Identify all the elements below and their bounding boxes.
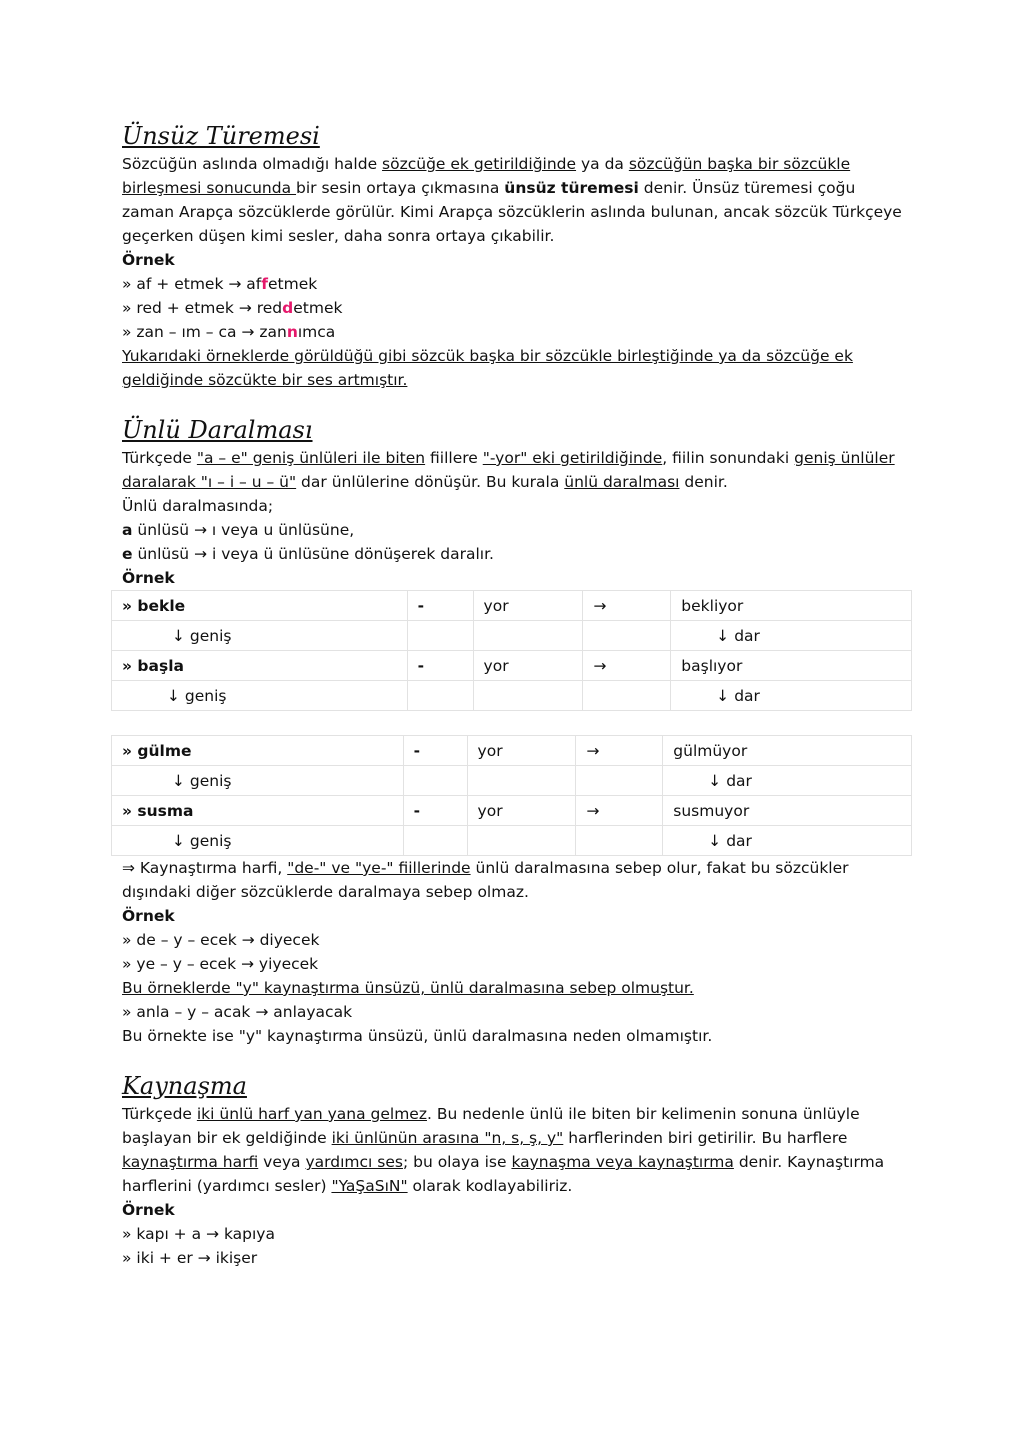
table-cell: → <box>576 796 663 826</box>
example-table-2 <box>111 735 912 856</box>
table-row <box>112 796 912 826</box>
table-cell: ↓ geniş <box>112 681 408 711</box>
table-cell: → <box>583 651 671 681</box>
table-cell: - <box>403 736 467 766</box>
section-title: Ünlü Daralması <box>122 416 313 444</box>
table-cell: ↓ geniş <box>112 621 408 651</box>
table-cell <box>583 681 671 711</box>
table-cell: yor <box>473 591 583 621</box>
table-cell: gülmüyor <box>663 736 912 766</box>
paragraph: Türkçede iki ünlü harf yan yana gelmez. Bu nedenle ünlü ile biten bir kelimenin sonuna ünlüyle başlayan bir ek geldiğinde iki ünlünün arasına "n, s, ş, y" harflerinden biri getirilir. Bu harflere kaynaştırma harfi veya yardımcı ses; bu olaya ise kaynaşma veya kaynaştırma denir. Kaynaştırma harflerini (yardımcı sesler) "YaŞaSıN" olarak kodlayabiliriz. <box>122 1105 885 1195</box>
rule-line: a ünlüsü → ı veya u ünlüsüne, <box>122 521 355 539</box>
table-cell <box>407 681 473 711</box>
example-table-1 <box>111 590 912 711</box>
rule-line: e ünlüsü → i veya ü ünlüsüne dönüşerek daralır. <box>122 545 494 563</box>
note-paragraph: ⇒ Kaynaştırma harfi, "de-" ve "ye-" fiillerinde ünlü daralmasına sebep olur, fakat bu sözcükler dışındaki diğer sözcüklerde daralmaya sebep olmaz. <box>122 859 849 901</box>
table-cell: yor <box>467 796 576 826</box>
table-cell <box>467 826 576 856</box>
table-row <box>112 681 912 711</box>
table-cell: yor <box>473 651 583 681</box>
table-cell: » gülme <box>112 736 404 766</box>
example-line: » kapı + a → kapıya <box>122 1225 275 1243</box>
example-line: » de – y – ecek → diyecek <box>122 931 320 949</box>
example-line: » ye – y – ecek → yiyecek <box>122 955 319 973</box>
table-row <box>112 766 912 796</box>
table-cell: ↓ geniş <box>112 766 404 796</box>
table-cell: bekliyor <box>671 591 912 621</box>
example-line: » af + etmek → affetmek <box>122 275 318 293</box>
section-title: Kaynaşma <box>122 1072 247 1100</box>
table-row <box>112 591 912 621</box>
table-cell <box>403 766 467 796</box>
table-cell: başlıyor <box>671 651 912 681</box>
example-heading: Örnek <box>122 907 175 925</box>
table-cell: - <box>403 796 467 826</box>
table-cell: ↓ dar <box>671 621 912 651</box>
table-cell <box>576 766 663 796</box>
table-cell: susmuyor <box>663 796 912 826</box>
example-heading: Örnek <box>122 1201 175 1219</box>
table-cell: → <box>583 591 671 621</box>
table-cell: ↓ dar <box>671 681 912 711</box>
example-note: Bu örneklerde "y" kaynaştırma ünsüzü, ünlü daralmasına sebep olmuştur. <box>122 979 694 997</box>
example-note: Bu örnekte ise "y" kaynaştırma ünsüzü, ünlü daralmasına neden olmamıştır. <box>122 1027 713 1045</box>
table-row <box>112 651 912 681</box>
table-cell: ↓ dar <box>663 766 912 796</box>
paragraph: Türkçede "a – e" geniş ünlüleri ile biten fiillere "-yor" eki getirildiğinde, fiilin sonundaki geniş ünlüler daralarak "ı – i – u – ü" dar ünlülerine dönüşür. Bu kurala ünlü daralması denir. <box>122 449 895 491</box>
table-cell: ↓ dar <box>663 826 912 856</box>
table-cell <box>407 621 473 651</box>
table-cell: - <box>407 651 473 681</box>
table-row <box>112 826 912 856</box>
table-row <box>112 621 912 651</box>
table-cell: yor <box>467 736 576 766</box>
table-cell: » başla <box>112 651 408 681</box>
example-line: » red + etmek → reddetmek <box>122 299 343 317</box>
table-cell: → <box>576 736 663 766</box>
table-cell: ↓ geniş <box>112 826 404 856</box>
table-cell: - <box>407 591 473 621</box>
table-cell <box>583 621 671 651</box>
table-cell <box>576 826 663 856</box>
table-cell <box>473 621 583 651</box>
section-kaynasma <box>122 1070 912 1270</box>
example-line: » anla – y – acak → anlayacak <box>122 1003 353 1021</box>
section-unlu-daralmasi <box>122 414 912 1048</box>
text-line: Ünlü daralmasında; <box>122 497 274 515</box>
example-heading: Örnek <box>122 251 175 269</box>
table-cell <box>403 826 467 856</box>
example-heading: Örnek <box>122 569 175 587</box>
section-title: Ünsüz Türemesi <box>122 122 320 150</box>
table-cell: » susma <box>112 796 404 826</box>
table-cell: » bekle <box>112 591 408 621</box>
paragraph: Sözcüğün aslında olmadığı halde sözcüğe ek getirildiğinde ya da sözcüğün başka bir sözcükle birleşmesi sonucunda bir sesin ortaya çıkmasına ünsüz türemesi denir. Ünsüz türemesi çoğu zaman Arapça sözcüklerde görülür. Kimi Arapça sözcüklerin aslında bulunan, ancak sözcük Türkçeye geçerken düşen kimi sesler, daha sonra ortaya çıkabilir. <box>122 155 902 245</box>
table-row <box>112 736 912 766</box>
table-cell <box>467 766 576 796</box>
section-unsuz-turemesi <box>122 120 912 392</box>
document-page <box>122 120 912 1270</box>
example-line: » zan – ım – ca → zannımca <box>122 323 336 341</box>
table-cell <box>473 681 583 711</box>
summary-text: Yukarıdaki örneklerde görüldüğü gibi sözcük başka bir sözcükle birleştiğinde ya da sözcüğe ek geldiğinde sözcükte bir ses artmıştır. <box>122 347 853 389</box>
example-line: » iki + er → ikişer <box>122 1249 258 1267</box>
